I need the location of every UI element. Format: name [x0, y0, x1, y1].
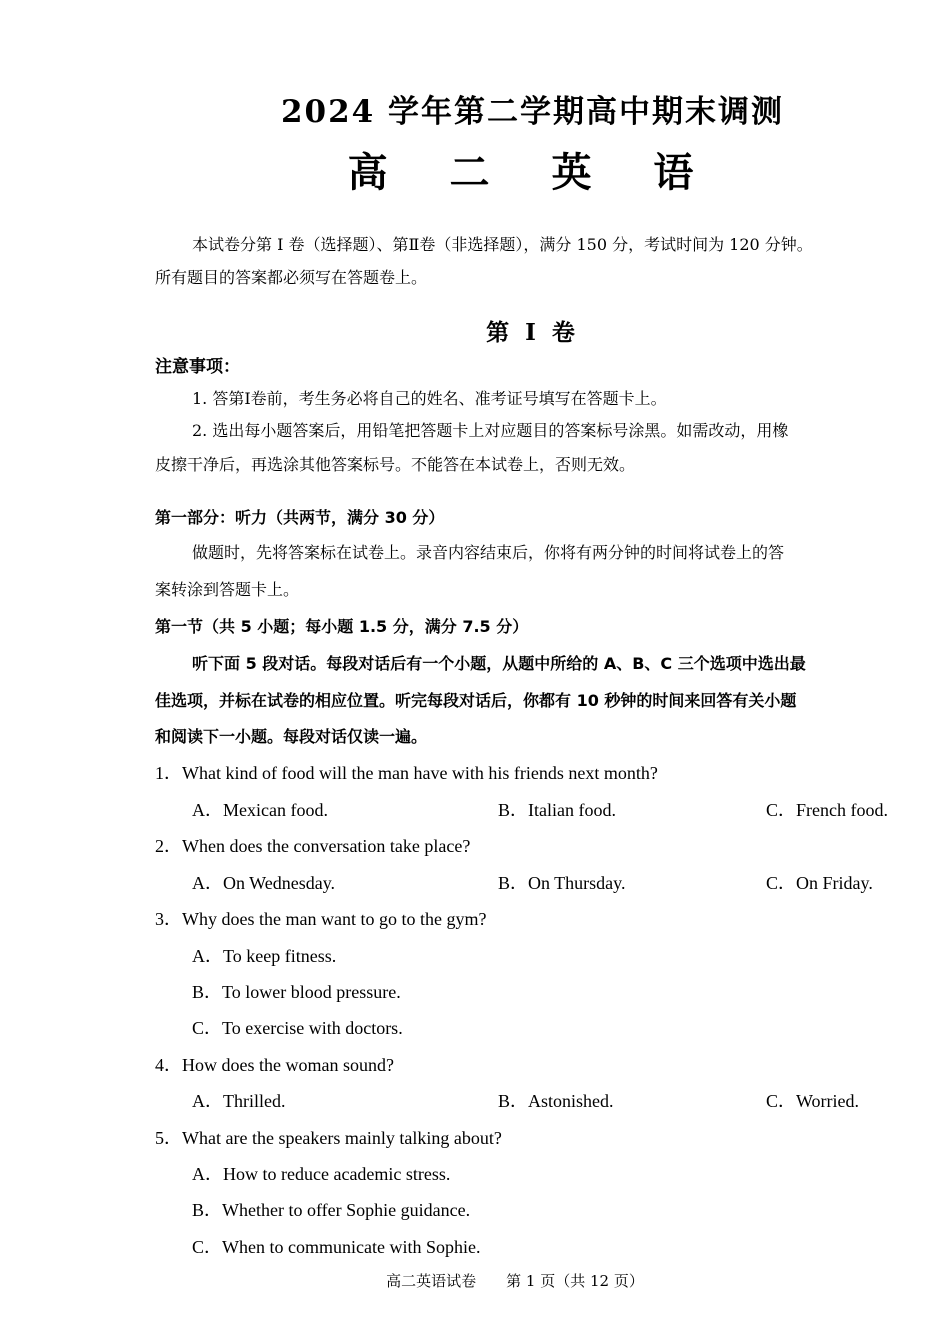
page-footer: 高二英语试卷 第 1 页（共 12 页）	[386, 1272, 644, 1290]
question-5-stem: 5．What are the speakers mainly talking about?	[155, 1128, 502, 1148]
notice-item-1: 1. 答第Ⅰ卷前，考生务必将自己的姓名、准考证号填写在答题卡上。	[192, 389, 667, 408]
part1-instruction-line-2: 案转涂到答题卡上。	[155, 580, 300, 599]
section1-direction-line-1: 听下面 5 段对话。每段对话后有一个小题，从题中所给的 A、B、C 三个选项中选出最	[192, 654, 806, 673]
question-4-option-c: C．Worried.	[766, 1091, 860, 1111]
subject-title: 高 二 英 语	[347, 149, 718, 196]
section1-direction-line-3: 和阅读下一小题。每段对话仅读一遍。	[155, 727, 428, 746]
question-3-option-c: C．To exercise with doctors.	[192, 1018, 403, 1038]
exam-title: 2024 学年第二学期高中期末调测	[280, 94, 785, 130]
question-5-option-a: A．How to reduce academic stress.	[192, 1164, 451, 1184]
section1-direction-line-2: 佳选项，并标在试卷的相应位置。听完每段对话后，你都有 10 秒钟的时间来回答有关小题	[155, 691, 797, 710]
question-3-option-a: A．To keep fitness.	[192, 946, 337, 966]
notice-item-2-line-2: 皮擦干净后，再选涂其他答案标号。不能答在本试卷上，否则无效。	[155, 455, 636, 474]
question-3-stem: 3．Why does the man want to go to the gym?	[155, 909, 487, 929]
question-4-option-a: A．Thrilled.	[192, 1091, 286, 1111]
question-2-option-a: A．On Wednesday.	[192, 873, 336, 893]
question-1-option-a: A．Mexican food.	[192, 800, 328, 820]
intro-line-1: 本试卷分第 I 卷（选择题）、第Ⅱ卷（非选择题），满分 150 分，考试时间为 120 分钟。	[192, 235, 813, 254]
question-4-option-b: B．Astonished.	[498, 1091, 614, 1111]
part1-instruction-line-1: 做题时，先将答案标在试卷上。录音内容结束后，你将有两分钟的时间将试卷上的答	[192, 543, 785, 562]
question-2-stem: 2．When does the conversation take place?	[155, 836, 471, 856]
section1-heading: 第一节（共 5 小题；每小题 1.5 分，满分 7.5 分）	[155, 617, 529, 636]
question-1-option-b: B．Italian food.	[498, 800, 616, 820]
intro-line-2: 所有题目的答案都必须写在答题卷上。	[155, 268, 428, 287]
question-3-option-b: B．To lower blood pressure.	[192, 982, 401, 1002]
part1-heading: 第一部分：听力（共两节，满分 30 分）	[155, 508, 445, 527]
question-4-stem: 4．How does the woman sound?	[155, 1055, 394, 1075]
question-1-stem: 1．What kind of food will the man have with his friends next month?	[155, 763, 658, 783]
notice-item-2-line-1: 2. 选出每小题答案后，用铅笔把答题卡上对应题目的答案标号涂黑。如需改动，用橡	[192, 421, 789, 440]
question-1-option-c: C．French food.	[766, 800, 888, 820]
question-2-option-b: B．On Thursday.	[498, 873, 626, 893]
question-2-option-c: C．On Friday.	[766, 873, 873, 893]
question-5-option-b: B．Whether to offer Sophie guidance.	[192, 1200, 471, 1220]
volume-title: 第 I 卷	[486, 319, 579, 346]
notice-heading: 注意事项：	[155, 357, 240, 377]
question-5-option-c: C．When to communicate with Sophie.	[192, 1237, 481, 1257]
